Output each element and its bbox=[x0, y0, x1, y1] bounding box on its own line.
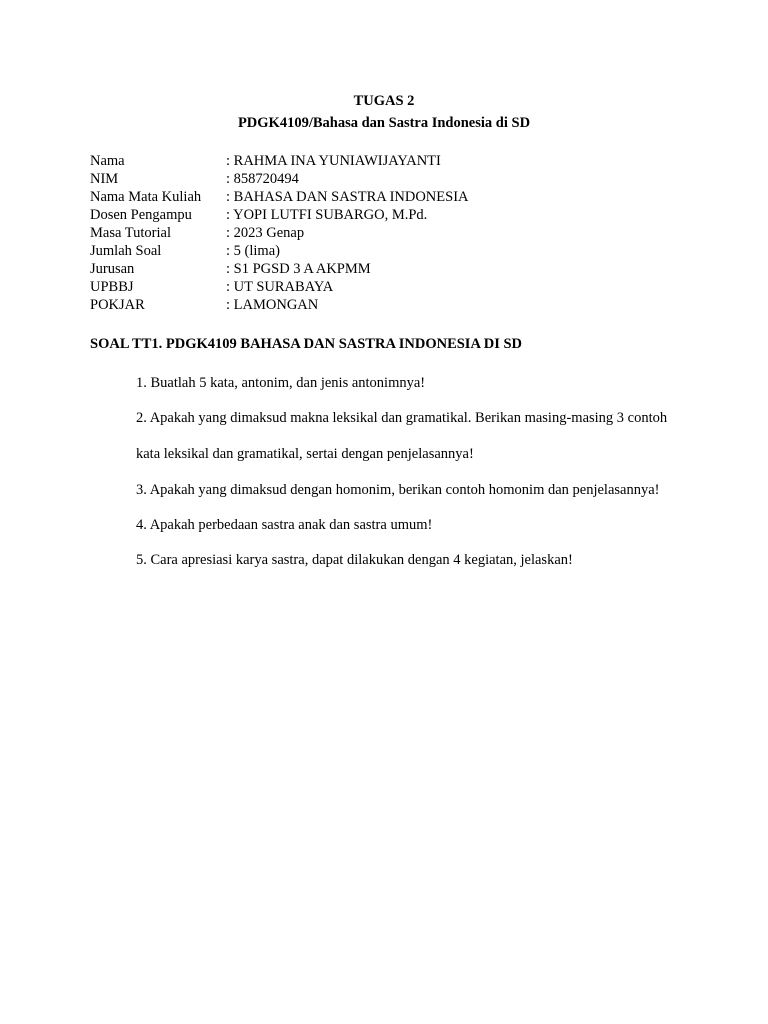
question-1: 1. Buatlah 5 kata, antonim, dan jenis antonimnya! bbox=[136, 375, 426, 391]
info-row-mata-kuliah bbox=[90, 188, 626, 206]
document-subtitle: PDGK4109/Bahasa dan Sastra Indonesia di SD bbox=[237, 115, 531, 131]
info-label: Nama Mata Kuliah bbox=[90, 189, 202, 205]
info-row-upbbj bbox=[90, 278, 626, 296]
info-label: Masa Tutorial bbox=[90, 225, 171, 241]
info-row-jumlah-soal bbox=[90, 242, 626, 260]
info-value: : YOPI LUTFI SUBARGO, M.Pd. bbox=[226, 207, 428, 223]
info-label: Jumlah Soal bbox=[90, 243, 162, 259]
info-label: UPBBJ bbox=[90, 279, 134, 295]
document-title: TUGAS 2 bbox=[353, 93, 415, 109]
info-label: POKJAR bbox=[90, 297, 145, 313]
info-label: NIM bbox=[90, 171, 119, 187]
section-heading: SOAL TT1. PDGK4109 BAHASA DAN SASTRA INDONESIA DI SD bbox=[90, 336, 523, 352]
info-value: : S1 PGSD 3 A AKPMM bbox=[226, 261, 371, 277]
info-label: Dosen Pengampu bbox=[90, 207, 192, 223]
info-value: : LAMONGAN bbox=[226, 297, 319, 313]
info-value: : 2023 Genap bbox=[226, 225, 305, 241]
info-value: : BAHASA DAN SASTRA INDONESIA bbox=[226, 189, 469, 205]
question-5: 5. Cara apresiasi karya sastra, dapat dilakukan dengan 4 kegiatan, jelaskan! bbox=[136, 552, 573, 568]
question-2-line-2: kata leksikal dan gramatikal, sertai dengan penjelasannya! bbox=[136, 446, 474, 462]
info-row-pokjar bbox=[90, 296, 626, 314]
student-info-table bbox=[90, 152, 626, 314]
question-4: 4. Apakah perbedaan sastra anak dan sastra umum! bbox=[136, 517, 433, 533]
info-label: Nama bbox=[90, 153, 125, 169]
info-row-jurusan bbox=[90, 260, 626, 278]
info-value: : RAHMA INA YUNIAWIJAYANTI bbox=[226, 153, 441, 169]
question-2-line-1: 2. Apakah yang dimaksud makna leksikal dan gramatikal. Berikan masing-masing 3 contoh bbox=[136, 410, 668, 426]
info-value: : UT SURABAYA bbox=[226, 279, 334, 295]
info-label: Jurusan bbox=[90, 261, 135, 277]
info-value: : 5 (lima) bbox=[226, 243, 280, 259]
info-row-dosen bbox=[90, 206, 626, 224]
info-row-masa-tutorial bbox=[90, 224, 626, 242]
info-row-nim bbox=[90, 170, 626, 188]
info-value: : 858720494 bbox=[226, 171, 299, 187]
info-row-nama bbox=[90, 152, 626, 170]
question-3: 3. Apakah yang dimaksud dengan homonim, berikan contoh homonim dan penjelasannya! bbox=[136, 482, 660, 498]
